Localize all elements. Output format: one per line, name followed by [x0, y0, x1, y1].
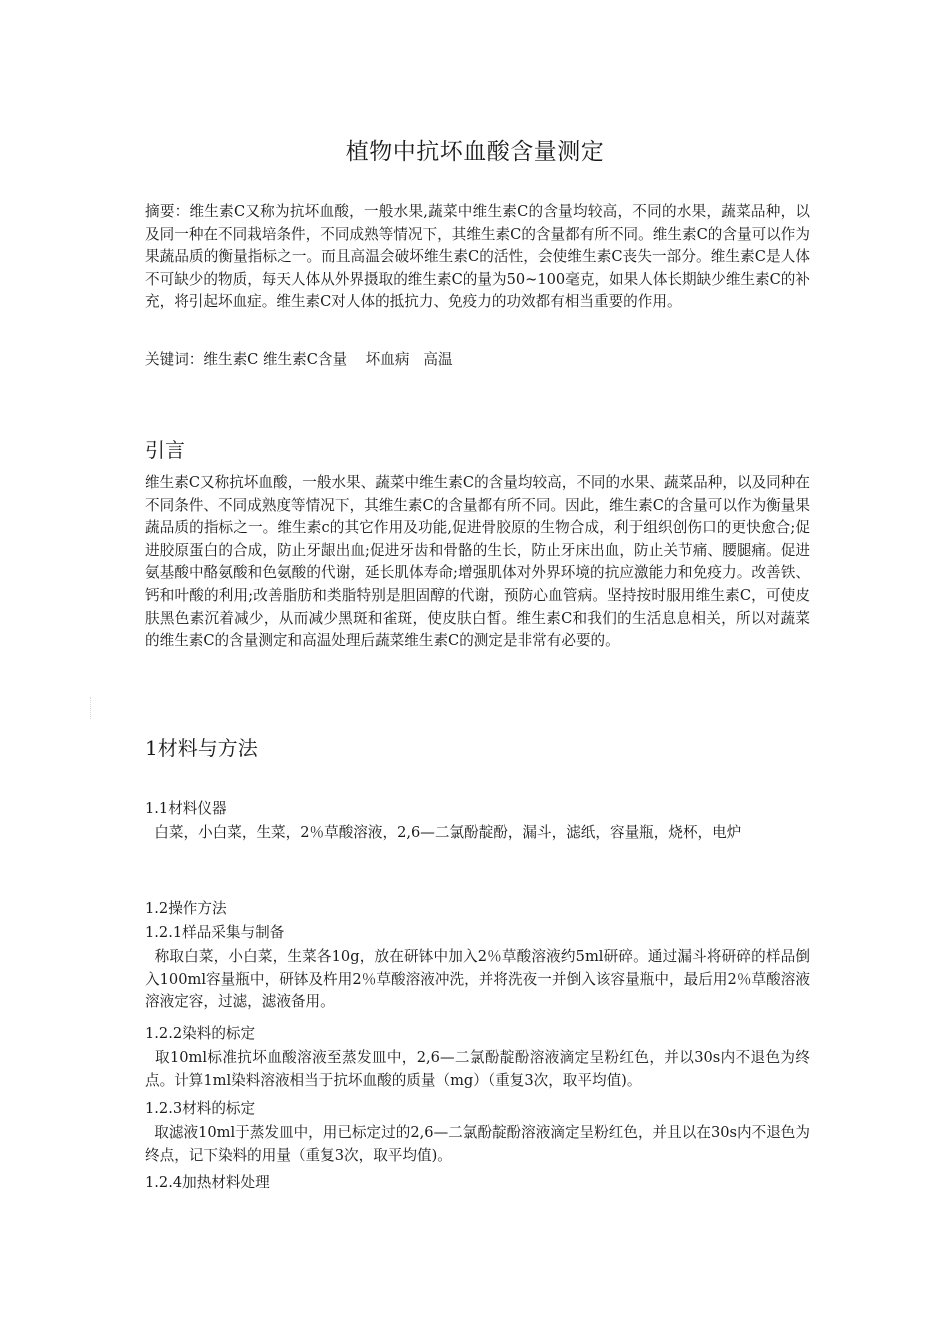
section-1-1-text: 白菜，小白菜，生菜，2％草酸溶液，2,6—二氯酚靛酚，漏斗，滤纸，容量瓶，烧杯，电炉 [145, 824, 742, 841]
section-1-2-3-text: 取滤液10ml于蒸发皿中，用已标定过的2,6—二氯酚靛酚溶液滴定呈粉红色，并且以在30s内不退色为终点，记下染料的用量（重复3次，取平均值)。 [145, 1124, 810, 1164]
section-1-2-4-heading: 1.2.4加热材料处理 [145, 1174, 270, 1191]
intro-paragraph: 维生素C又称抗坏血酸，一般水果、蔬菜中维生素C的含量均较高，不同的水果、蔬菜品种，以及同种在不同条件、不同成熟度等情况下，其维生素C的含量都有所不同。因此，维生素C的含量可以作为衡量果蔬品质的指标之一。维生素c的其它作用及功能,促进骨胶原的生物合成，利于组织创伤口的更快愈合;促进胶原蛋白的合成，防止牙龈出血;促进牙齿和骨骼的生长，防止牙床出血，防止关节痛、腰腿痛。促进氨基酸中酪氨酸和色氨酸的代谢，延长肌体寿命;增强肌体对外界环境的抗应激能力和免疫力。改善铁、钙和叶酸的利用;改善脂肪和类脂特别是胆固醇的代谢，预防心血管病。坚持按时服用维生素C，可使皮肤黑色素沉着减少，从而减少黑斑和雀斑，使皮肤白皙。维生素C和我们的生活息息相关，所以对蔬菜的维生素C的含量测定和高温处理后蔬菜维生素C的测定是非常有必要的。 [145, 474, 810, 650]
section-1-1-heading: 1.1材料仪器 [145, 800, 227, 817]
section-1-2-1-text: 称取白菜，小白菜，生菜各10g，放在研钵中加入2％草酸溶液约5ml研碎。通过漏斗将研碎的样品倒入100ml容量瓶中，研钵及杵用2％草酸溶液冲洗，并将洗夜一并倒入该容量瓶中，最后用2％草酸溶液溶液定容，过滤，滤液备用。 [145, 948, 811, 1011]
intro-heading: 引言 [145, 438, 185, 462]
section-1-2-3-heading: 1.2.3材料的标定 [145, 1100, 256, 1117]
methods-heading: 1材料与方法 [145, 736, 258, 760]
keywords-line: 关键词：维生素C 维生素C含量 坏血病 高温 [145, 351, 453, 368]
margin-mark [90, 697, 93, 719]
document-title: 植物中抗坏血酸含量测定 [345, 139, 605, 165]
section-1-2-2-heading: 1.2.2染料的标定 [145, 1025, 256, 1042]
section-1-2-heading: 1.2操作方法 [145, 900, 227, 917]
section-1-2-2-text: 取10ml标准抗坏血酸溶液至蒸发皿中，2,6—二氯酚靛酚溶液滴定呈粉红色，并以30s内不退色为终点。计算1ml染料溶液相当于抗坏血酸的质量（mg）（重复3次，取平均值)。 [145, 1049, 810, 1089]
section-1-2-1-heading: 1.2.1样品采集与制备 [145, 924, 285, 941]
abstract-paragraph: 摘要：维生素C又称为抗坏血酸，一般水果,蔬菜中维生素C的含量均较高，不同的水果，蔬菜品种，以及同一种在不同栽培条件，不同成熟等情况下，其维生素C的含量都有所不同。维生素C的含量可以作为果蔬品质的衡量指标之一。而且高温会破坏维生素C的活性，会使维生素C丧失一部分。维生素C是人体不可缺少的物质，每天人体从外界摄取的维生素C的量为50~100毫克，如果人体长期缺少维生素C的补充，将引起坏血症。维生素C对人体的抵抗力、免疫力的功效都有相当重要的作用。 [145, 203, 810, 311]
